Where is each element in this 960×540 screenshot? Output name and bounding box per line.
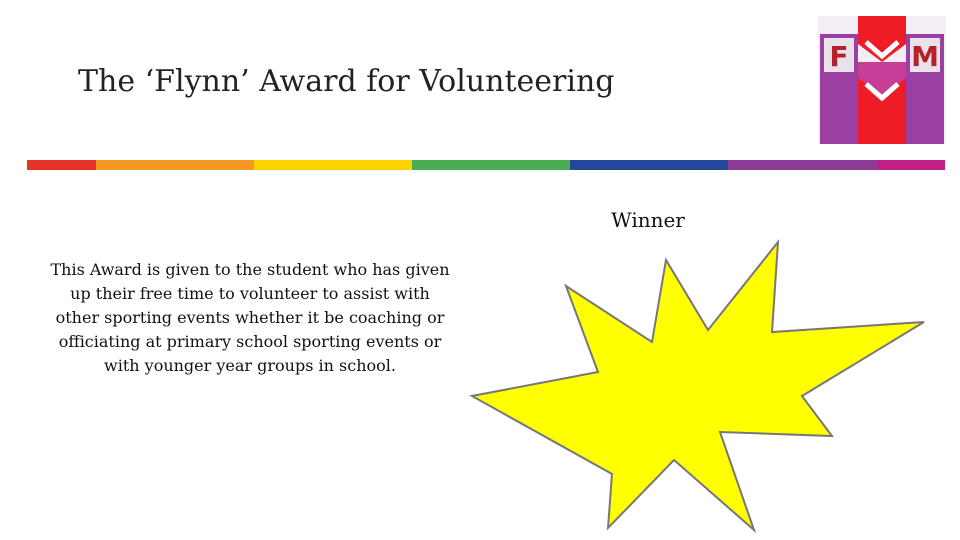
fm-logo <box>818 16 946 144</box>
winner-label: Winner <box>611 208 685 232</box>
rainbow-segment-magenta <box>878 160 945 170</box>
rainbow-segment-red <box>27 160 96 170</box>
logo-letter-f: F <box>829 40 849 73</box>
rainbow-segment-green <box>412 160 570 170</box>
rainbow-divider <box>27 160 945 170</box>
winner-starburst <box>462 236 932 536</box>
rainbow-segment-blue <box>570 160 728 170</box>
award-description: This Award is given to the student who has given up their free time to volunteer to assist with other sporting events whether it be coaching or officiating at primary school sporting events or with younger year groups in school. <box>50 260 450 375</box>
slide-title: The ‘Flynn’ Award for Volunteering <box>78 64 615 99</box>
logo-letter-m: M <box>911 40 939 73</box>
rainbow-segment-orange <box>96 160 254 170</box>
rainbow-segment-yellow <box>254 160 412 170</box>
rainbow-segment-purple <box>728 160 878 170</box>
